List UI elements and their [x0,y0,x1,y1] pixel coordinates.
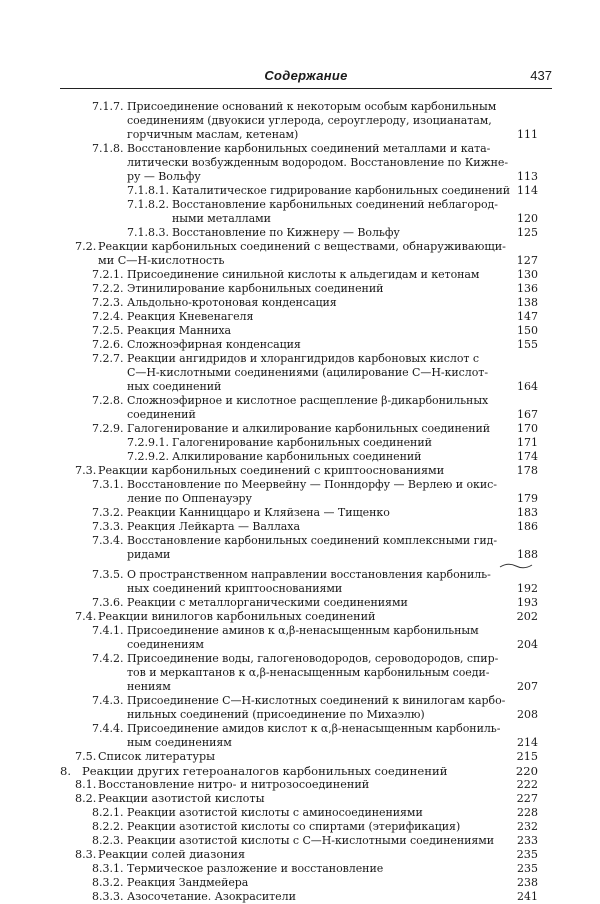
toc-entry-title-line: Термическое разложение и восстановление [127,862,384,875]
toc-entry-page: 125 [517,226,538,239]
toc-entry-number: 8.3.1. [92,862,124,875]
toc-entry [0,296,600,310]
toc-entry [0,764,600,778]
toc-entry-number: 7.3.3. [92,520,124,533]
toc-entry-page: 155 [517,338,538,351]
toc-entry-page: 136 [517,282,538,295]
toc-entry-number: 8.2.3. [92,834,124,847]
toc-entry-page: 174 [517,450,538,463]
toc-entry-title-line: Реакции азотистой кислоты со спиртами (этерификация) [127,820,461,833]
toc-entry-number: 7.5. [75,750,97,763]
toc-entry-number: 7.2.6. [92,338,124,351]
toc-entry-title-line: Присоединение С—Н-кислотных соединений к винилогам карбо- [127,694,506,707]
toc-entry-title-line: Реакции солей диазония [98,848,246,861]
toc-entry-title-line: Восстановление по Кижнеру — Вольфу [172,226,400,239]
toc-entry-number: 7.3.1. [92,478,124,491]
toc-entry-title-line: Галогенирование и алкилирование карбонильных соединений [127,422,491,435]
toc-entry-page: 192 [517,582,538,595]
toc-entry-title-line: Сложноэфирная конденсация [127,338,301,351]
toc-entry-title-line: Реакции карбонильных соединений с веществами, обнаруживающи- [98,240,506,253]
toc-entry-page: 113 [517,170,538,183]
toc-entry [0,520,600,534]
toc-entry-page: 227 [516,792,538,805]
toc-entry-title-line: Альдольно-кротоновая конденсация [127,296,337,309]
toc-entry-title-line: Реакции ангидридов и хлорангидридов карбоновых кислот с [127,352,479,365]
toc-entry-title-line: Реакция Кневенагеля [127,310,254,323]
toc-entry-number: 7.1.8. [92,142,124,155]
toc-entry-number: 7.2.9. [92,422,124,435]
toc-entry [0,142,600,184]
toc-entry-page: 111 [517,128,538,141]
toc-entry-number: 8.3.2. [92,876,124,889]
toc-entry [0,624,600,652]
toc-entry-number: 7.4.2. [92,652,124,665]
toc-entry-page: 238 [517,876,538,889]
toc-entry [0,862,600,876]
toc-entry-title-line: О пространственном направлении восстановления карбониль- [127,568,491,581]
toc-entry [0,436,600,450]
toc-entry-page: 233 [517,834,538,847]
toc-entry-title-line: Восстановление карбонильных соединений металлами и ката- [127,142,491,155]
toc-entry-page: 222 [516,778,538,791]
toc-entry-number: 7.2. [75,240,97,253]
toc-entry-title-line: Сложноэфирное и кислотное расщепление β-дикарбонильных [127,394,489,407]
toc-entry-title-line: Список литературы [98,750,216,763]
toc-entry-title-line: нениям [127,680,171,693]
toc-entry-page: 170 [517,422,538,435]
toc-entry-title-line: ных соединений [127,380,222,393]
toc-entry [0,568,600,596]
toc-entry-title-line: соединений [127,408,196,421]
toc-entry-number: 8.3. [75,848,97,861]
toc-entry-page: 164 [517,380,538,393]
toc-entry [0,534,600,568]
toc-entry-number: 7.2.5. [92,324,124,337]
toc-entry-title-line: Реакции винилогов карбонильных соединений [98,610,376,623]
toc-entry-page: 127 [516,254,538,267]
toc-entry [0,394,600,422]
toc-entry-title-line: соединениям [127,638,204,651]
toc-entry-page: 147 [517,310,538,323]
toc-entry-title-line: литически возбужденным водородом. Восстановление по Кижне- [127,156,509,169]
toc-entry-page: 202 [516,610,538,623]
toc-entry-title-line: Присоединение аминов к α,β-ненасыщенным карбонильным [127,624,479,637]
toc-entry-title-line: соединениям (двуокиси углерода, сероуглероду, изоцианатам, [127,114,492,127]
toc-entry-title-line: Присоединение воды, галогеноводородов, сероводородов, спир- [127,652,499,665]
toc-entry-number: 8.3.3. [92,890,124,903]
toc-entry-page: 183 [517,506,538,519]
toc-entry-page: 208 [517,708,538,721]
toc-entry-number: 7.2.8. [92,394,124,407]
toc-entry-page: 188 [517,548,538,561]
toc-entry-page: 214 [517,736,538,749]
toc-entry-title-line: Восстановление нитро- и нитрозосоединений [98,778,370,791]
toc-entry-title-line: Восстановление по Меервейну — Понндорфу — Верлею и окис- [127,478,497,491]
toc-entry-number: 7.3. [75,464,97,477]
toc-entry-page: 114 [517,184,538,197]
toc-entry-title-line: Реакции азотистой кислоты с аминосоединениями [127,806,423,819]
toc-entry-title-line: ных соединений криптооснованиями [127,582,343,595]
toc-entry-title-line: Реакции других гетероаналогов карбонильных соединений [82,764,448,778]
toc-entry-title-line: ным соединениям [127,736,232,749]
toc-entry [0,450,600,464]
toc-entry-number: 7.4.4. [92,722,124,735]
toc-entry-page: 228 [517,806,538,819]
toc-entry-number: 7.2.3. [92,296,124,309]
toc-entry-title-line: Реакция Манниха [127,324,232,337]
toc-entry-title-line: тов и меркаптанов к α,β-ненасыщенным карбонильным соеди- [127,666,490,679]
toc-entry [0,240,600,268]
toc-entry-page: 220 [515,764,538,778]
toc-entry-page: 120 [517,212,538,225]
toc-entry [0,478,600,506]
toc-entry-title-line: ридами [127,548,171,561]
toc-entry [0,352,600,394]
toc-entry-number: 7.1.8.2. [127,198,169,211]
toc-entry [0,778,600,792]
toc-entry-page: 150 [517,324,538,337]
toc-entry-title-line: ными металлами [172,212,271,225]
toc-entry-number: 7.2.7. [92,352,124,365]
toc-entry-title-line: ление по Оппенауэру [127,492,252,505]
toc-entry-title-line: С—Н-кислотными соединениями (ацилирование С—Н-кислот- [127,366,489,379]
toc-entry [0,268,600,282]
toc-entry-title-line: Алкилирование карбонильных соединений [172,450,422,463]
toc-entry-page: 207 [517,680,538,693]
toc-entry [0,422,600,436]
toc-entry-page: 167 [517,408,538,421]
toc-entry [0,198,600,226]
toc-entry-number: 7.1.8.3. [127,226,169,239]
toc-entry-number: 7.4.3. [92,694,124,707]
toc-entry-page: 215 [516,750,538,763]
toc-entry-title-line: горчичным маслам, кетенам) [127,128,299,141]
toc-entry-title-line: Реакция Зандмейера [127,876,249,889]
toc-entry-title-line: нильных соединений (присоединение по Михаэлю) [127,708,425,721]
toc-entry [0,226,600,240]
toc-entry [0,464,600,478]
toc-entry [0,722,600,750]
toc-entry-number: 8.2.1. [92,806,124,819]
toc-entry-title-line: ми С—Н-кислотность [98,254,225,267]
toc-entry-title-line: Реакции карбонильных соединений с криптооснованиями [98,464,445,477]
toc-entry-title-line: Этинилирование карбонильных соединений [127,282,384,295]
toc-entry [0,338,600,352]
toc-entry-number: 8.1. [75,778,97,791]
toc-entry-page: 193 [517,596,538,609]
toc-entry-page: 232 [517,820,538,833]
toc-entry [0,100,600,142]
toc-entry-page: 178 [516,464,538,477]
toc-entry [0,834,600,848]
toc-entry [0,806,600,820]
toc-entry-page: 186 [517,520,538,533]
toc-entry-number: 7.2.1. [92,268,124,281]
table-of-contents [0,100,600,904]
toc-entry [0,792,600,806]
toc-entry-number: 7.2.9.1. [127,436,169,449]
toc-entry-number: 7.1.7. [92,100,124,113]
toc-entry-title-line: Реакции Канниццаро и Кляйзена — Тищенко [127,506,390,519]
toc-entry [0,848,600,862]
toc-entry-number: 7.3.4. [92,534,124,547]
toc-entry-title-line: Реакция Лейкарта — Валлаха [127,520,300,533]
toc-entry [0,324,600,338]
toc-entry-number: 8.2.2. [92,820,124,833]
toc-entry [0,876,600,890]
toc-entry [0,750,600,764]
toc-entry-number: 7.4.1. [92,624,124,637]
toc-entry-page: 241 [517,890,538,903]
toc-entry [0,282,600,296]
toc-entry-page: 179 [517,492,538,505]
toc-entry [0,652,600,694]
toc-entry-title-line: Азосочетание. Азокрасители [127,890,296,903]
toc-entry [0,694,600,722]
toc-entry-number: 8. [60,764,72,778]
toc-entry-title-line: Реакции с металлорганическими соединениями [127,596,408,609]
toc-entry-title-line: Присоединение синильной кислоты к альдегидам и кетонам [127,268,480,281]
toc-entry-number: 7.3.2. [92,506,124,519]
toc-entry-title-line: Присоединение амидов кислот к α,β-ненасыщенным карбониль- [127,722,501,735]
toc-entry [0,184,600,198]
toc-entry [0,596,600,610]
toc-entry [0,506,600,520]
toc-entry [0,310,600,324]
toc-entry-number: 7.4. [75,610,97,623]
toc-entry-page: 130 [517,268,538,281]
toc-entry-page: 235 [517,862,538,875]
toc-entry [0,820,600,834]
toc-entry [0,610,600,624]
page-title: Содержание [264,68,348,83]
toc-entry-number: 7.2.2. [92,282,124,295]
toc-entry-number: 7.3.5. [92,568,124,581]
toc-entry-title-line: Реакции азотистой кислоты с С—Н-кислотными соединениями [127,834,495,847]
toc-entry-title-line: Каталитическое гидрирование карбонильных соединений [172,184,511,197]
toc-entry-number: 7.3.6. [92,596,124,609]
toc-entry-number: 7.1.8.1. [127,184,169,197]
toc-entry-page: 204 [517,638,538,651]
toc-entry-title-line: Реакции азотистой кислоты [98,792,265,805]
toc-entry-page: 235 [516,848,538,861]
running-head [60,68,552,89]
toc-entry-number: 8.2. [75,792,97,805]
toc-entry-number: 7.2.9.2. [127,450,169,463]
toc-entry-title-line: ру — Вольфу [127,170,201,183]
page-number: 437 [530,68,552,83]
toc-entry-page: 171 [517,436,538,449]
toc-entry-title-line: Галогенирование карбонильных соединений [172,436,432,449]
toc-entry [0,890,600,904]
toc-entry-number: 7.2.4. [92,310,124,323]
toc-entry-page: 138 [517,296,538,309]
toc-entry-title-line: Восстановление карбонильных соединений неблагород- [172,198,498,211]
toc-entry-title-line: Восстановление карбонильных соединений комплексными гид- [127,534,498,547]
toc-entry-title-line: Присоединение оснований к некоторым особым карбонильным [127,100,497,113]
